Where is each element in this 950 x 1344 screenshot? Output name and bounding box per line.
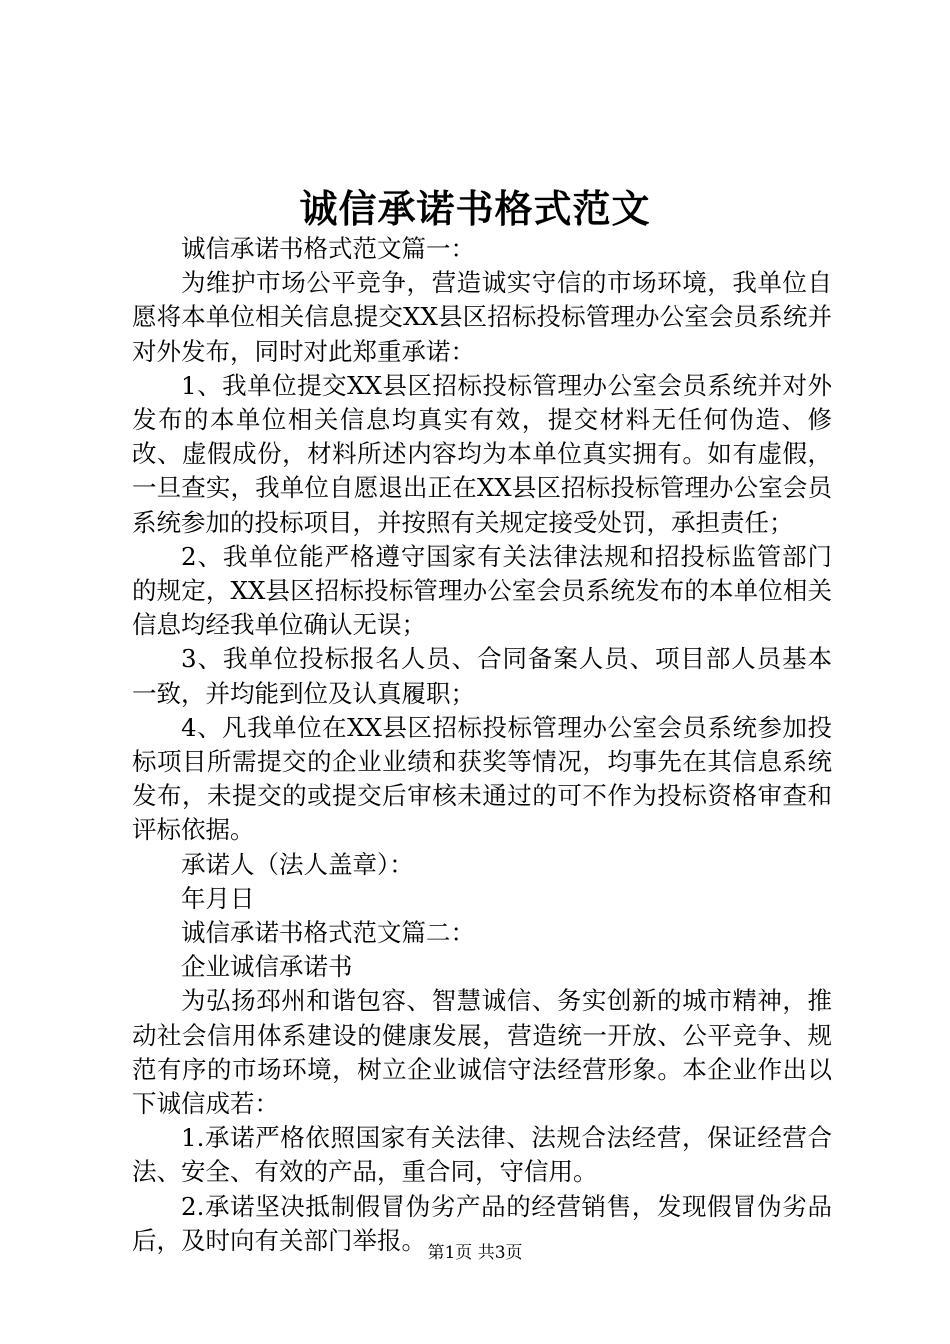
paragraph: 3、我单位投标报名人员、合同备案人员、项目部人员基本一致，并均能到位及认真履职； [132,644,832,708]
document-title: 诚信承诺书格式范文 [299,186,651,231]
paragraph: 为维护市场公平竞争，营造诚实守信的市场环境，我单位自愿将本单位相关信息提交XX县区招标投标管理办公室会员系统并对外发布，同时对此郑重承诺： [132,268,832,366]
paragraph: 2、我单位能严格遵守国家有关法律法规和招投标监管部门的规定，XX县区招标投标管理办公室会员系统发布的本单位相关信息均经我单位确认无误； [132,541,832,640]
paragraph: 2.承诺坚决抵制假冒伪劣产品的经营销售，发现假冒伪劣品后，及时向有关部门举报。 [132,1191,832,1255]
paragraph: 4、凡我单位在XX县区招标投标管理办公室会员系统参加投标项目所需提交的企业业绩和获奖等情况，均事先在其信息系统发布，未提交的或提交后审核未通过的可不作为投标资格审查和评标依据。 [132,712,832,845]
paragraph: 企业诚信承诺书 [181,952,353,982]
paragraph: 诚信承诺书格式范文篇一： [181,234,475,263]
page-footer: 第1页 共3页 [427,1243,523,1263]
paragraph: 诚信承诺书格式范文篇二： [181,918,475,948]
paragraph: 为弘扬邳州和谐包容、智慧诚信、务实创新的城市精神，推动社会信用体系建设的健康发展，营造统一开放、公平竞争、规范有序的市场环境，树立企业诚信守法经营形象。本企业作出以下诚信成若： [132,986,832,1119]
paragraph: 1.承诺严格依照国家有关法律、法规合法经营，保证经营合法、安全、有效的产品，重合同，守信用。 [132,1123,832,1187]
paragraph: 年月日 [181,883,255,913]
document-body [132,232,832,1258]
paragraph: 承诺人（法人盖章）： [181,849,414,879]
paragraph: 1、我单位提交XX县区招标投标管理办公室会员系统并对外发布的本单位相关信息均真实有效，提交材料无任何伪造、修改、虚假成份，材料所述内容均为本单位真实拥有。如有虚假，一旦查实，我单位自愿退出正在XX县区招标投标管理办公室会员系统参加的投标项目，并按照有关规定接受处罚，承担责任； [132,370,832,537]
